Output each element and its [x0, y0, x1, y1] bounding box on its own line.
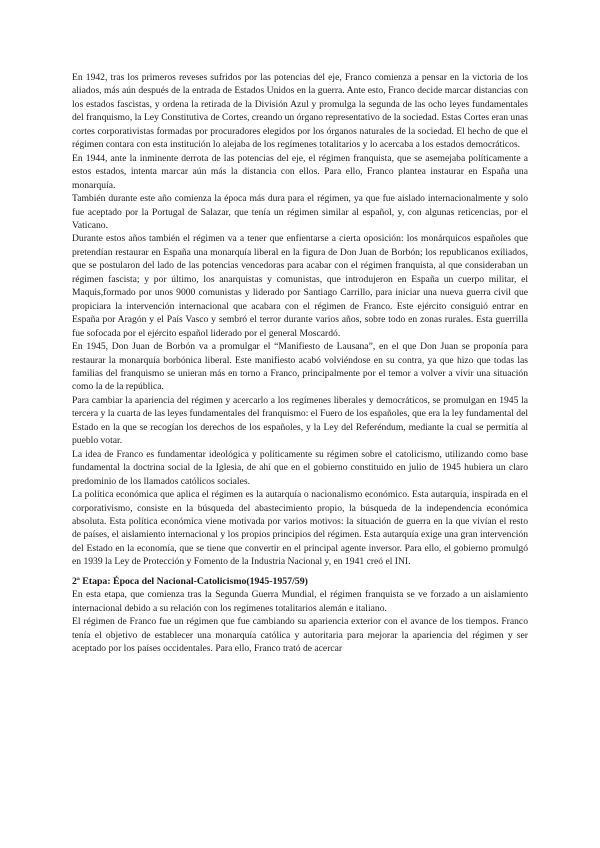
- paragraph-autarquia: La política económica que aplica el régimen es la autarquía o nacionalismo económico. Esta autarquía, inspirada en el corporativismo, consiste en la búsqueda del abastecimiento propio, la búsqueda de la independencia económica absoluta. Esta política económica viene motivada por varios motivos: la situación de guerra en la que vivían el resto de países, el aislamiento internacional y los propios principios del régimen. Esta autarquía exige una gran intervención del Estado en la economía, que se tiene que convertir en el principal agente inversor. Para ello, el gobierno promulgó en 1939 la Ley de Protección y Fomento de la Industria Nacional y, en 1941 creó el INI.: [72, 489, 528, 568]
- paragraph-manifiesto-lausana: En 1945, Don Juan de Borbón va a promulgar el “Manifiesto de Lausana”, en el que Don Juan se proponía para restaurar la monarquía borbónica liberal. Este manifiesto acabó volviéndose en su contra, ya que hizo que todas las familias del franquismo se unieran más en torno a Franco, principalmente por el temor a volver a vivir una situación como la de la república.: [72, 341, 528, 393]
- paragraph-oposicion: Durante estos años también el régimen va a tener que enfientarse a cierta oposición: los monárquicos españoles que pretendían restaurar en España una monarquía liberal en la figura de Don Juan de Borbón; los republicanos exiliados, que se postularon del lado de las potencias vencedoras para acabar con el régimen franquista, al que consideraban un régimen fascista; y por último, los anarquistas y comunistas, que introdujeron en España un cuerpo militar, el Maquis,formado por unos 9000 comunistas y liderado por Santiago Carrillo, para iniciar una nueva guerra civil que propiciara la intervención internacional que acabara con el régimen de Franco. Este ejército consiguió entrar en España por Aragón y el País Vasco y sembró el terror durante varios años, sobre todo en zonas rurales. Esta guerrilla fue sofocada por el ejército español liderado por el general Moscardó.: [72, 233, 528, 339]
- paragraph-aislamiento: También durante este año comienza la época más dura para el régimen, ya que fue aislado internacionalmente y solo fue aceptado por la Portugal de Salazar, que tenía un régimen similar al español, y, con algunas reticencias, por el Vaticano.: [72, 193, 528, 231]
- section-heading: 2ª Etapa: Época del Nacional-Catolicismo(1945-1957/59): [72, 575, 308, 587]
- paragraph-segunda-etapa-aislamiento: En esta etapa, que comienza tras la Segunda Guerra Mundial, el régimen franquista se ve forzado a un aislamiento internacional debido a su relación con los regímenes totalitarios alemán e italiano.: [72, 589, 528, 614]
- paragraph-catolicismo: La idea de Franco es fundamentar ideológica y políticamente su régimen sobre el catolicismo, utilizando como base fundamental la doctrina social de la Iglesia, de ahí que en el gobierno constituido en julio de 1945 hubiera un claro predominio de los llamados católicos sociales.: [72, 448, 528, 487]
- paragraph-segunda-etapa-apariencia: El régimen de Franco fue un régimen que fue cambiando su apariencia exterior con el avance de los tiempos. Franco tenía el objetivo de establecer una monarquía católica y autoritaria para mejorar la apariencia del régimen y ser aceptado por los países occidentales. Para ello, Franco trató de acercar: [72, 616, 528, 655]
- paragraph-leyes-fundamentales: Para cambiar la apariencia del régimen y acercarlo a los regímenes liberales y democráticos, se promulgan en 1945 la tercera y la cuarta de las leyes fundamentales del franquismo: el Fuero de los españoles, que era la ley fundamental del Estado en la que se recogían los derechos de los españoles, y la Ley del Referéndum, mediante la cual se permitía al pueblo votar.: [72, 394, 528, 447]
- paragraph-1944-monarquia: En 1944, ante la inminente derrota de las potencias del eje, el régimen franquista, que se asemejaba políticamente a estos estados, intenta marcar aún más la distancia con ellos. Para ello, Franco plantea instaurar en España una monarquía.: [72, 152, 528, 191]
- document-page: [72, 71, 528, 656]
- paragraph-1942-cortes: En 1942, tras los primeros reveses sufridos por las potencias del eje, Franco comienza a pensar en la victoria de los aliados, más aún después de la entrada de Estados Unidos en la guerra. Ante esto, Franco decide marcar distancias con los estados fascistas, y ordena la retirada de la División Azul y promulga la segunda de las ocho leyes fundamentales del franquismo, la Ley Constitutiva de Cortes, creando un órgano representativo de la sociedad. Estas Cortes eran unas cortes corporativistas formadas por procuradores elegidos por los órganos naturales de la sociedad. El hecho de que el régimen contara con esta institución lo alejaba de los regímenes totalitarios y lo acercaba a los estados democráticos.: [72, 72, 528, 151]
